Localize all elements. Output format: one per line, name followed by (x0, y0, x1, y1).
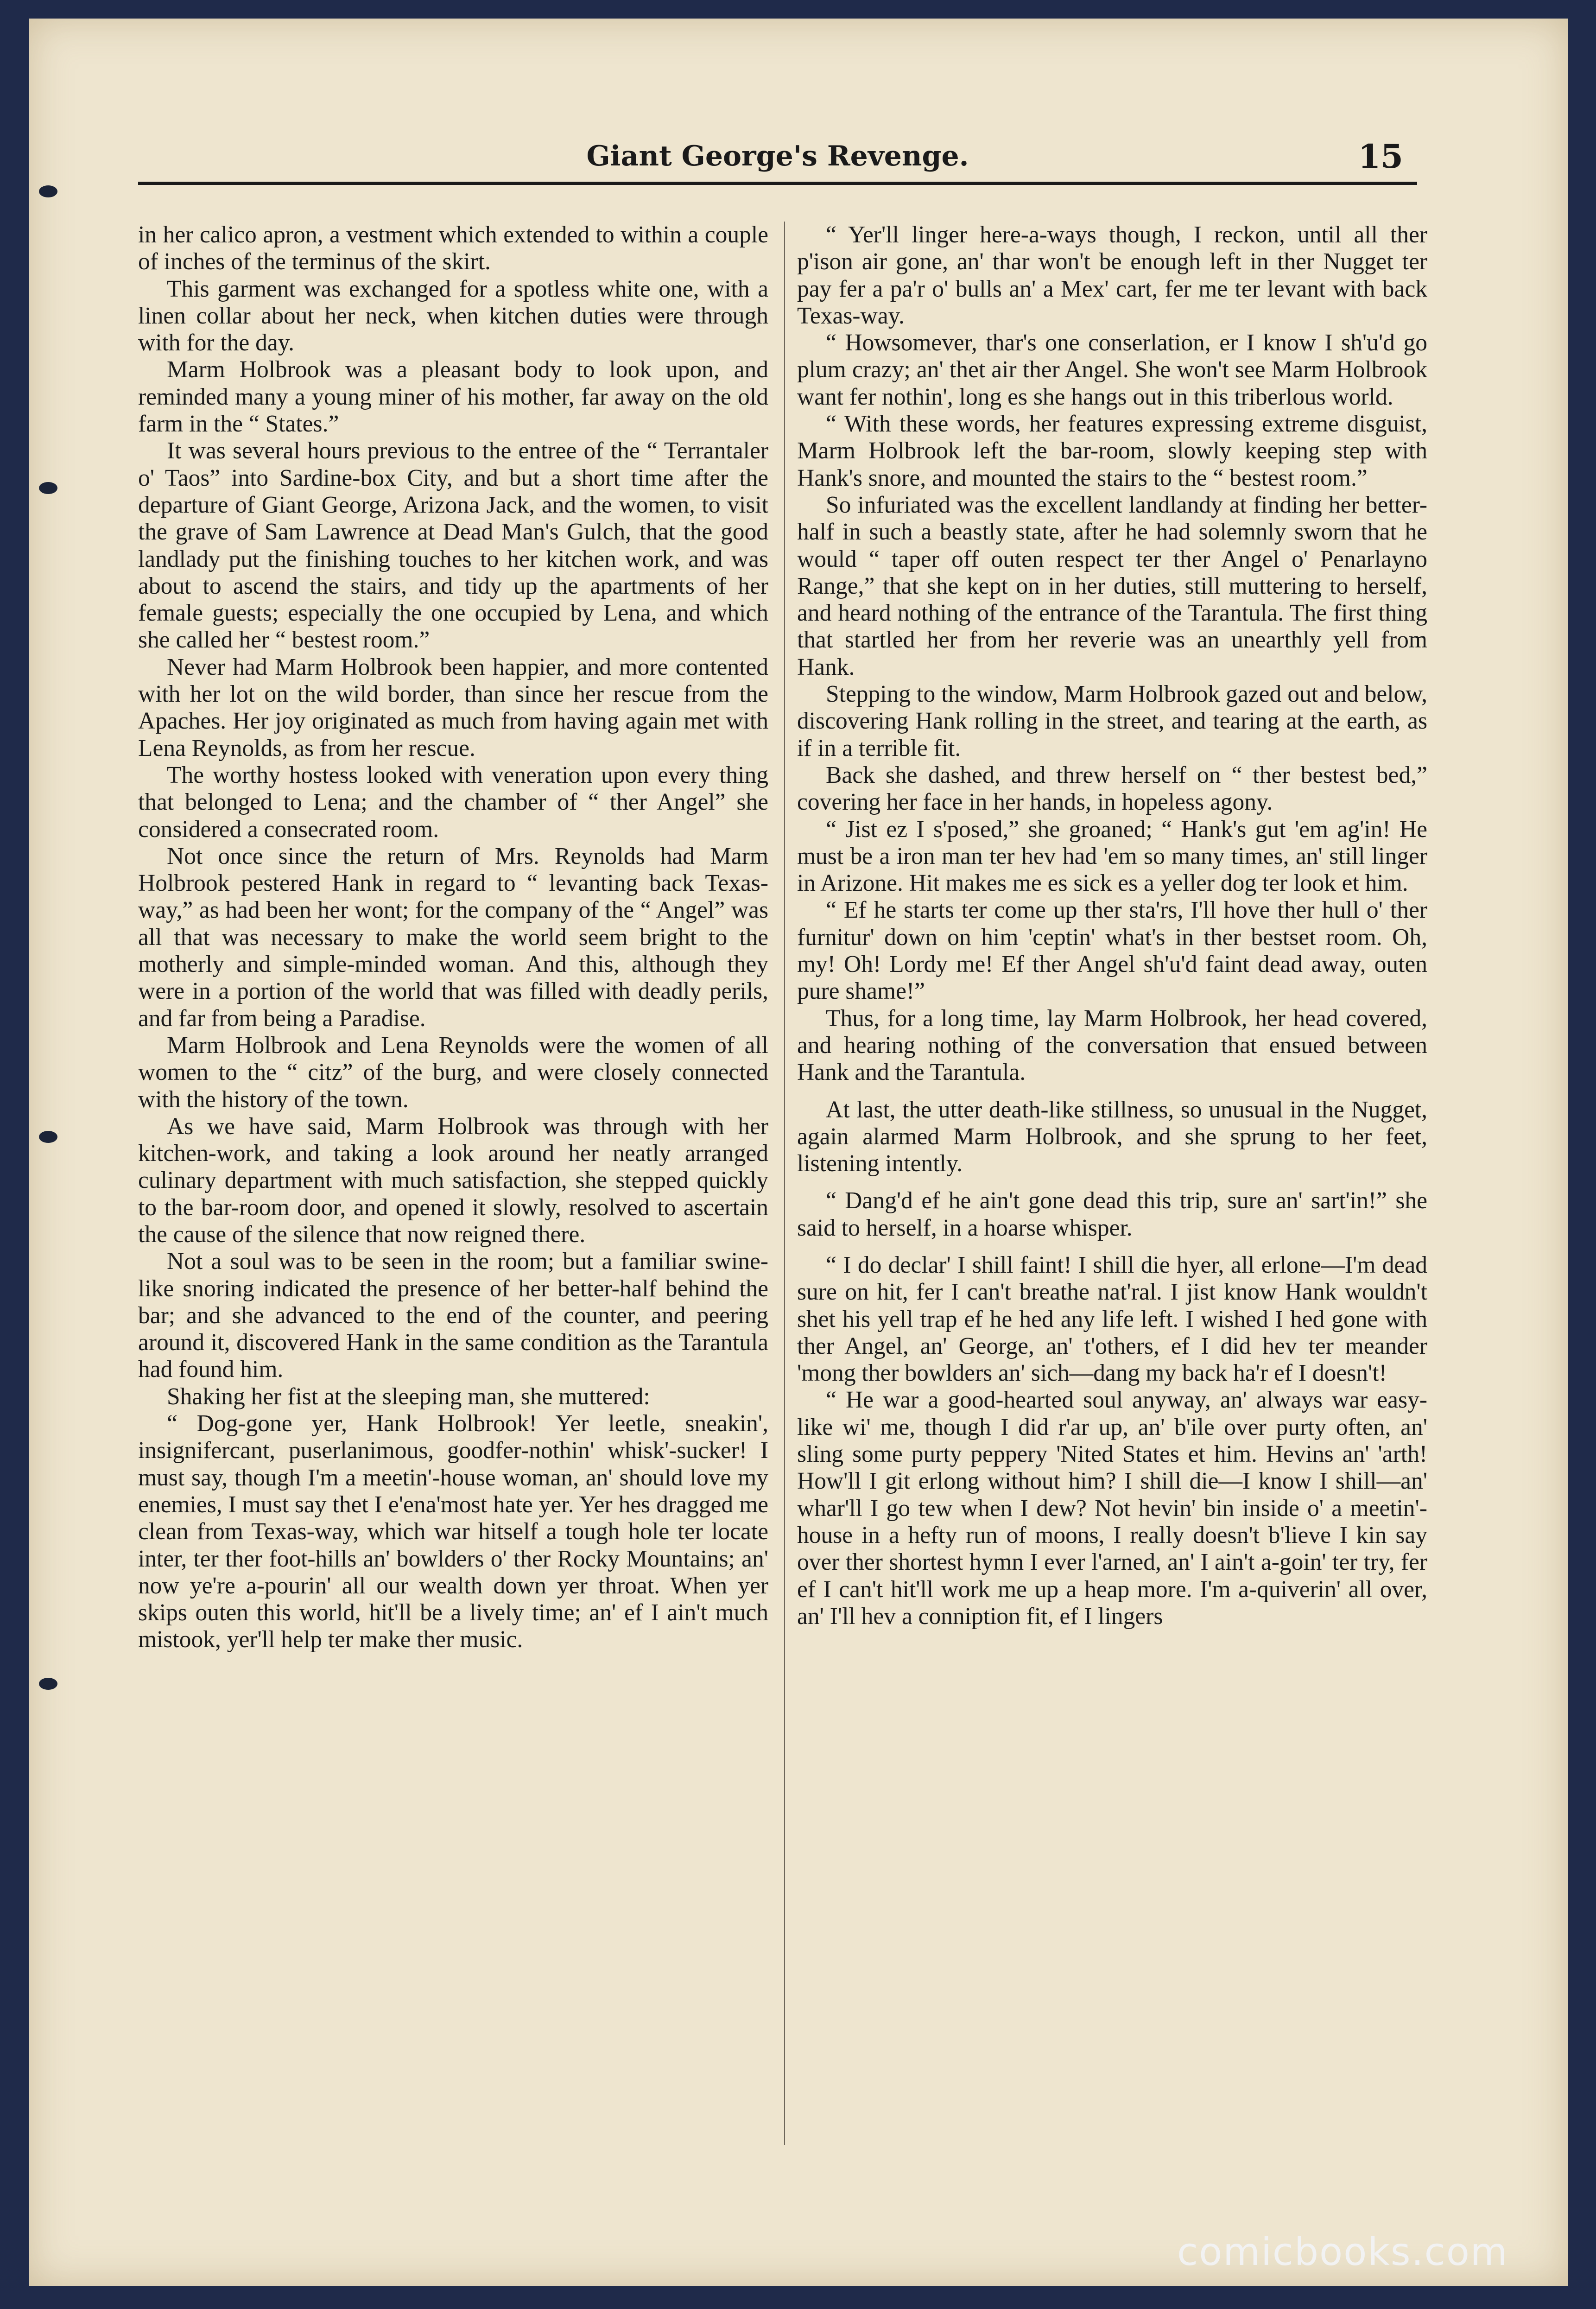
paragraph: “ He war a good-hearted soul anyway, an' always war easy-like wi' me, though I did r'ar up, an' b'ile over purty often, an' sling some purty peppery 'Nited States et him. Hevins an' 'arth! How'll I git erlong without him? I shill die—I know I shill—an' whar'll I go tew when I dew? Not hevin' bin inside o' a meetin'-house in a hefty run of moons, I really doesn't b'lieve I kin say over ther shortest hymn I ever l'arned, an' I ain't a-goin' ter try, fer ef I can't hit'll work me up a heap more. I'm a-quiverin' all over, an' I'll hev a conniption fit, ef I lingers (797, 1387, 1427, 1630)
paragraph: This garment was exchanged for a spotless white one, with a linen collar about her neck, when kitchen duties were through with for the day. (138, 275, 768, 356)
paragraph: Shaking her fist at the sleeping man, she muttered: (167, 1383, 650, 1410)
paragraph-gap (797, 1177, 1427, 1187)
page-number: 15 (1358, 137, 1403, 176)
paragraph: Marm Holbrook and Lena Reynolds were the women of all women to the “ citz” of the burg, and were closely connected with the history of the town. (138, 1032, 768, 1113)
running-header (138, 131, 1417, 185)
paragraph: The worthy hostess looked with veneration upon every thing that belonged to Lena; and the chamber of “ ther Angel” she considered a consecrated room. (138, 761, 768, 843)
paragraph: “ Dang'd ef he ain't gone dead this trip, sure an' sart'in!” she said to herself, in a hoarse whisper. (797, 1187, 1427, 1241)
paragraph: “ Dog-gone yer, Hank Holbrook! Yer leetle, sneakin', insignifercant, puserlanimous, goodfer-nothin' whisk'-sucker! I must say, though I'm a meetin'-house woman, an' should love my enemies, I must say thet I e'ena'most hate yer. Yer hes dragged me clean from Texas-way, which war hitself a tough hole ter locate inter, ter ther foot-hills an' bowlders o' ther Rocky Mountains; an' now ye're a-pourin' all our wealth down yer throat. When yer skips outen this world, hit'll be a lively time; an' ef I ain't much mistook, yer'll help ter make ther music. (138, 1410, 768, 1653)
binding-hole (39, 482, 57, 494)
paragraph: It was several hours previous to the entree of the “ Terrantaler o' Taos” into Sardine-box City, and but a short time after the departure of Giant George, Arizona Jack, and the women, to visit the grave of Sam Lawrence at Dead Man's Gulch, that the good landlady put the finishing touches to her kitchen work, and was about to ascend the stairs, and tidy up the apartments of her female guests; especially the one occupied by Lena, and which she called her “ bestest room.” (138, 438, 768, 653)
paragraph: “ Howsomever, thar's one conserlation, er I know I sh'u'd go plum crazy; an' thet air ther Angel. She won't see Marm Holbrook want fer nothin', long es she hangs out in this triberlous world. (797, 330, 1427, 410)
paragraph: Never had Marm Holbrook been happier, and more contented with her lot on the wild border, than since her rescue from the Apaches. Her joy originated as much from having again met with Lena Reynolds, as from her rescue. (138, 653, 768, 761)
paragraph: At last, the utter death-like stillness, so unusual in the Nugget, again alarmed Marm Holbrook, and she sprung to her feet, listening intently. (797, 1096, 1427, 1177)
paragraph-gap (797, 1086, 1427, 1097)
paragraph: “ Yer'll linger here-a-ways though, I reckon, until all ther p'ison air gone, an' thar won't be enough left in ther Nugget ter pay fer a pa'r o' bulls an' a Mex' cart, fer me ter levant with back Texas-way. (797, 222, 1427, 329)
paragraph: Back she dashed, and threw herself on “ ther bestest bed,” covering her face in her hands, in hopeless agony. (797, 761, 1427, 816)
binding-hole (39, 185, 57, 197)
paragraph: Not once since the return of Mrs. Reynolds had Marm Holbrook pestered Hank in regard to “ levanting back Texas-way,” as had been her wont; for the company of the “ Angel” was all that was necessary to make the world seem bright to the motherly and simple-minded woman. And this, although they were in a portion of the world that was filled with deadly perils, and far from being a Paradise. (138, 843, 768, 1032)
paragraph: As we have said, Marm Holbrook was through with her kitchen-work, and taking a look around her neatly arranged culinary department with much satisfaction, she stepped quickly to the bar-room door, and opened it slowly, resolved to ascertain the cause of the silence that now reigned there. (138, 1113, 768, 1248)
binding-hole (39, 1678, 57, 1690)
column-divider (784, 222, 785, 2145)
paragraph: “ I do declar' I shill faint! I shill die hyer, all erlone—I'm dead sure on hit, fer I can't breathe nat'ral. I jist know Hank wouldn't shet his yell trap ef he hed any life left. I wished I hed gone with ther Angel, an' George, an' t'others, ef I did hev ter meander 'mong ther bowlders an' sich—dang my back ha'r ef I doesn't! (797, 1251, 1427, 1387)
page-title: Giant George's Revenge. (586, 140, 969, 172)
paragraph: “ With these words, her features expressing extreme disguist, Marm Holbrook left the bar-room, slowly keeping step with Hank's snore, and mounted the stairs to the “ bestest room.” (797, 411, 1427, 491)
paragraph: Not a soul was to be seen in the room; but a familiar swine-like snoring indicated the presence of her better-half behind the bar; and she advanced to the end of the counter, and peering around it, discovered Hank in the same condition as the Tarantula had found him. (138, 1248, 768, 1383)
binding-hole (39, 1131, 57, 1143)
left-column (138, 222, 768, 1654)
paragraph: Stepping to the window, Marm Holbrook gazed out and below, discovering Hank rolling in the street, and tearing at the earth, as if in a terrible fit. (797, 681, 1427, 761)
paragraph: Thus, for a long time, lay Marm Holbrook, her head covered, and hearing nothing of the conversation that ensued between Hank and the Tarantula. (797, 1005, 1427, 1086)
paragraph: in her calico apron, a vestment which extended to within a couple of inches of the terminus of the skirt. (138, 222, 768, 275)
paragraph: “ Ef he starts ter come up ther sta'rs, I'll hove ther hull o' ther furnitur' down on him 'ceptin' what's in ther bestset room. Oh, my! Oh! Lordy me! Ef ther Angel sh'u'd faint dead away, outen pure shame!” (797, 897, 1427, 1005)
paragraph: So infuriated was the excellent landlandy at finding her better-half in such a beastly state, after he had solemnly sworn that he would “ taper off outen respect ter ther Angel o' Penarlayno Range,” that she kept on in her duties, still muttering to herself, and heard nothing of the entrance of the Tarantula. The first thing that startled her from her reverie was an unearthly yell from Hank. (797, 491, 1427, 680)
paragraph: “ Jist ez I s'posed,” she groaned; “ Hank's gut 'em ag'in! He must be a iron man ter hev had 'em so many times, an' still linger in Arizone. Hit makes me es sick es a yeller dog ter look et him. (797, 816, 1427, 897)
paragraph: Marm Holbrook was a pleasant body to look upon, and reminded many a young miner of his mother, far away on the old farm in the “ States.” (138, 356, 768, 438)
paragraph-gap (797, 1242, 1427, 1252)
watermark-text: comicbooks.com (1177, 2230, 1508, 2274)
right-column (797, 222, 1427, 1630)
